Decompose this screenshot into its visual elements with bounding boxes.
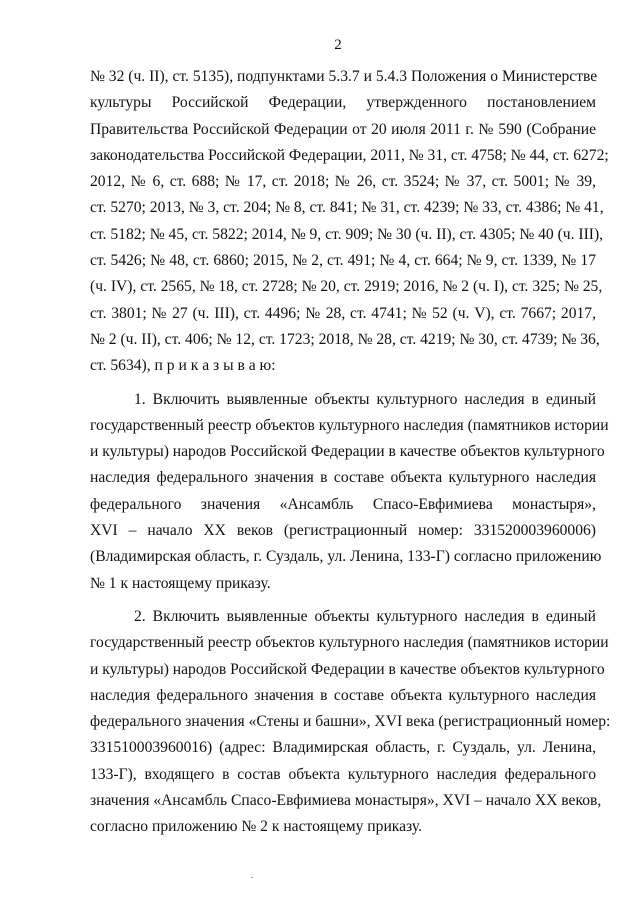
text-line: федерального значения «Стены и башни», XVI века (регистрационный номер: — [90, 713, 611, 731]
text-line: Правительства Российской Федерации от 20 июля 2011 г. № 590 (Собрание — [90, 120, 596, 138]
text-line: значения «Ансамбль Спасо-Евфимиева монастыря», XVI – начало XX веков, — [90, 792, 602, 810]
text-line: государственный реестр объектов культурного наследия (памятников истории — [90, 634, 609, 652]
paragraph-gap — [90, 597, 596, 604]
text-line: и культуры) народов Российской Федерации в качестве объектов культурного — [90, 660, 605, 678]
text-line: и культуры) народов Российской Федерации в качестве объектов культурного — [90, 443, 605, 461]
item-1-paragraph — [90, 387, 609, 597]
text-line: законодательства Российской Федерации, 2011, № 31, ст. 4758; № 44, ст. 6272; — [90, 146, 609, 164]
text-line: 1. Включить выявленные объекты культурного наследия в единый — [134, 390, 596, 408]
document-body — [90, 64, 611, 841]
text-line: 133-Г), входящего в состав объекта культурного наследия федерального — [90, 765, 596, 783]
text-line: XVI – начало XX веков (регистрационный номер: 331520003960006) — [90, 522, 596, 540]
order-line — [90, 353, 596, 379]
text-line: культуры Российской Федерации, утвержденного постановлением — [90, 94, 596, 112]
text-line: 2. Включить выявленные объекты культурного наследия в единый — [134, 607, 596, 625]
text-line: государственный реестр объектов культурного наследия (памятников истории — [90, 416, 609, 434]
text-line: ст. 5426; № 48, ст. 6860; 2015, № 2, ст. 491; № 4, ст. 664; № 9, ст. 1339, № 17 — [90, 252, 596, 270]
page-number: 2 — [334, 37, 342, 53]
text-line: наследия федерального значения в составе объекта культурного наследия — [90, 686, 596, 704]
order-verb: п р и к а з ы в а ю: — [154, 357, 276, 375]
text-line: ст. 5182; № 45, ст. 5822; 2014, № 9, ст. 909; № 30 (ч. II), ст. 4305; № 40 (ч. III), — [90, 225, 604, 243]
text-line: 2012, № 6, ст. 688; № 17, ст. 2018; № 26, ст. 3524; № 37, ст. 5001; № 39, — [90, 173, 596, 191]
text-line: № 2 (ч. II), ст. 406; № 12, ст. 1723; 2018, № 28, ст. 4219; № 30, ст. 4739; № 36, — [90, 330, 600, 348]
text-line: № 1 к настоящему приказу. — [90, 574, 271, 592]
intro-paragraph — [90, 64, 609, 380]
order-line-prefix: ст. 5634), — [90, 357, 155, 375]
paragraph-gap — [90, 380, 596, 387]
text-line: согласно приложению № 2 к настоящему приказу. — [90, 818, 423, 836]
text-line: ст. 3801; № 27 (ч. III), ст. 4496; № 28, ст. 4741; № 52 (ч. V), ст. 7667; 2017, — [90, 304, 596, 322]
text-line: № 32 (ч. II), ст. 5135), подпунктами 5.3.7 и 5.4.3 Положения о Министерстве — [90, 68, 598, 85]
item-2-paragraph — [90, 604, 611, 841]
scan-speck: · — [250, 872, 254, 884]
text-line: (Владимирская область, г. Суздаль, ул. Ленина, 133-Г) согласно приложению — [90, 548, 602, 566]
text-line: наследия федерального значения в составе объекта культурного наследия — [90, 469, 596, 487]
text-line: 331510003960016) (адрес: Владимирская область, г. Суздаль, ул. Ленина, — [90, 739, 596, 757]
text-line: федерального значения «Ансамбль Спасо-Евфимиева монастыря», — [90, 495, 596, 513]
text-line: (ч. IV), ст. 2565, № 18, ст. 2728; № 20, ст. 2919; 2016, № 2 (ч. I), ст. 325; № 25, — [90, 278, 603, 296]
text-line: ст. 5270; 2013, № 3, ст. 204; № 8, ст. 841; № 31, ст. 4239; № 33, ст. 4386; № 41, — [90, 199, 604, 217]
